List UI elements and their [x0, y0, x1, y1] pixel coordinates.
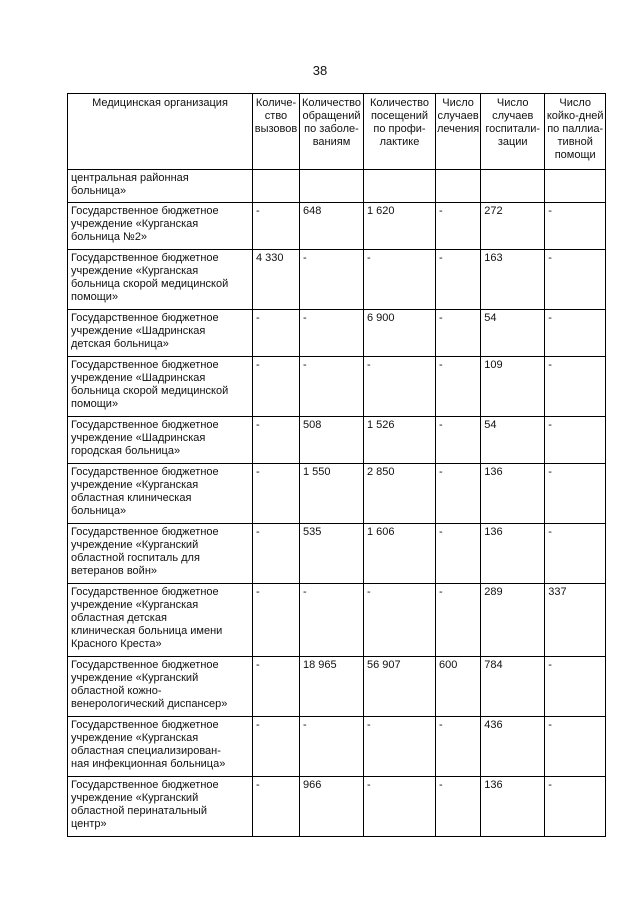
value-cell: 163: [481, 250, 545, 310]
table-row: [68, 417, 606, 464]
value-cell: -: [364, 357, 436, 417]
value-cell: -: [253, 524, 300, 584]
value-cell: 54: [481, 310, 545, 357]
organization-name-cell: Государственное бюджетное учреждение «Курганская больница №2»: [68, 203, 253, 250]
value-cell: -: [545, 357, 606, 417]
value-cell: 600: [436, 657, 481, 717]
organization-name-cell: Государственное бюджетное учреждение «Шадринская детская больница»: [68, 310, 253, 357]
table-row: [68, 464, 606, 524]
column-header: Количество посещений по профи- лактике: [364, 94, 436, 170]
value-cell: 648: [300, 203, 364, 250]
table-row: [68, 203, 606, 250]
organization-name-cell: центральная районная больница»: [68, 170, 253, 203]
value-cell: [364, 170, 436, 203]
value-cell: -: [253, 310, 300, 357]
organization-name-cell: Государственное бюджетное учреждение «Курганский областной перинатальный центр»: [68, 777, 253, 837]
value-cell: 136: [481, 777, 545, 837]
value-cell: -: [253, 657, 300, 717]
organization-name-cell: Государственное бюджетное учреждение «Шадринская больница скорой медицинской помощи»: [68, 357, 253, 417]
value-cell: -: [436, 777, 481, 837]
medical-organizations-table: [67, 93, 606, 837]
organization-name-cell: Государственное бюджетное учреждение «Курганская больница скорой медицинской помощи»: [68, 250, 253, 310]
value-cell: -: [300, 250, 364, 310]
value-cell: 1 620: [364, 203, 436, 250]
value-cell: -: [253, 584, 300, 657]
column-header: Число случаев госпитали- зации: [481, 94, 545, 170]
organization-name-cell: Государственное бюджетное учреждение «Шадринская городская больница»: [68, 417, 253, 464]
value-cell: 136: [481, 524, 545, 584]
page-number: 38: [312, 63, 328, 78]
value-cell: 56 907: [364, 657, 436, 717]
table-body: [68, 170, 606, 837]
value-cell: -: [436, 524, 481, 584]
column-header: Медицинская организация: [68, 94, 253, 170]
table-row: [68, 657, 606, 717]
value-cell: -: [436, 203, 481, 250]
value-cell: 1 550: [300, 464, 364, 524]
value-cell: -: [300, 717, 364, 777]
table-header-row: [68, 94, 606, 170]
value-cell: [253, 170, 300, 203]
value-cell: -: [364, 250, 436, 310]
value-cell: 136: [481, 464, 545, 524]
value-cell: -: [545, 777, 606, 837]
value-cell: -: [364, 717, 436, 777]
value-cell: -: [545, 524, 606, 584]
organization-name-cell: Государственное бюджетное учреждение «Курганская областная детская клиническая больница имени Красного Креста»: [68, 584, 253, 657]
table-row: [68, 524, 606, 584]
organization-name-cell: Государственное бюджетное учреждение «Курганский областной кожно- венерологический диспансер»: [68, 657, 253, 717]
value-cell: -: [436, 417, 481, 464]
value-cell: -: [253, 717, 300, 777]
value-cell: 436: [481, 717, 545, 777]
value-cell: 4 330: [253, 250, 300, 310]
value-cell: -: [545, 203, 606, 250]
value-cell: -: [436, 584, 481, 657]
column-header: Количество обращений по заболе- ваниям: [300, 94, 364, 170]
value-cell: -: [253, 203, 300, 250]
value-cell: -: [253, 464, 300, 524]
value-cell: -: [364, 584, 436, 657]
value-cell: -: [253, 777, 300, 837]
table-row: [68, 717, 606, 777]
value-cell: -: [253, 357, 300, 417]
value-cell: 109: [481, 357, 545, 417]
value-cell: -: [545, 417, 606, 464]
value-cell: 784: [481, 657, 545, 717]
column-header: Число случаев лечения: [436, 94, 481, 170]
value-cell: 966: [300, 777, 364, 837]
table-row: [68, 357, 606, 417]
value-cell: 272: [481, 203, 545, 250]
value-cell: 18 965: [300, 657, 364, 717]
value-cell: -: [436, 357, 481, 417]
value-cell: 289: [481, 584, 545, 657]
value-cell: -: [300, 584, 364, 657]
table-row: [68, 250, 606, 310]
value-cell: -: [545, 657, 606, 717]
table-row: [68, 310, 606, 357]
value-cell: -: [253, 417, 300, 464]
column-header: Количе- ство вызовов: [253, 94, 300, 170]
value-cell: -: [364, 777, 436, 837]
value-cell: -: [436, 310, 481, 357]
value-cell: [300, 170, 364, 203]
value-cell: 508: [300, 417, 364, 464]
value-cell: [481, 170, 545, 203]
value-cell: [545, 170, 606, 203]
value-cell: -: [436, 250, 481, 310]
table-row: [68, 170, 606, 203]
value-cell: [436, 170, 481, 203]
value-cell: 2 850: [364, 464, 436, 524]
organization-name-cell: Государственное бюджетное учреждение «Курганская областная специализирован- ная инфекционная больница»: [68, 717, 253, 777]
value-cell: -: [545, 464, 606, 524]
value-cell: 337: [545, 584, 606, 657]
value-cell: -: [545, 250, 606, 310]
value-cell: -: [545, 310, 606, 357]
value-cell: -: [436, 717, 481, 777]
value-cell: -: [545, 717, 606, 777]
value-cell: -: [300, 310, 364, 357]
value-cell: 535: [300, 524, 364, 584]
organization-name-cell: Государственное бюджетное учреждение «Курганская областная клиническая больница»: [68, 464, 253, 524]
value-cell: 1 606: [364, 524, 436, 584]
table-row: [68, 584, 606, 657]
value-cell: -: [300, 357, 364, 417]
value-cell: -: [436, 464, 481, 524]
value-cell: 54: [481, 417, 545, 464]
column-header: Число койко-дней по паллиа- тивной помощи: [545, 94, 606, 170]
organization-name-cell: Государственное бюджетное учреждение «Курганский областной госпиталь для ветеранов войн»: [68, 524, 253, 584]
table-row: [68, 777, 606, 837]
value-cell: 1 526: [364, 417, 436, 464]
value-cell: 6 900: [364, 310, 436, 357]
